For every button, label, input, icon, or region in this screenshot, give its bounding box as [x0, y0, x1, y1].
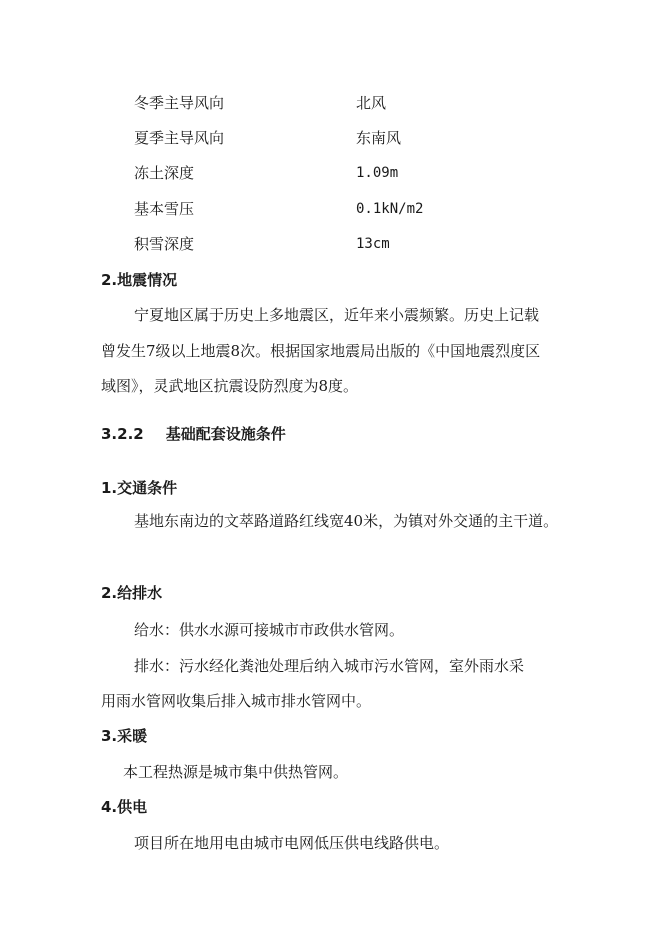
- water-heading: 2.给排水: [101, 584, 163, 602]
- water-drain-line: 排水：污水经化粪池处理后纳入城市污水管网，室外雨水采: [134, 657, 525, 675]
- water-drain-line: 用雨水管网收集后排入城市排水管网中。: [101, 692, 372, 710]
- climate-value: 1.09m: [356, 165, 399, 181]
- water-supply-line: 给水：供水水源可接城市市政供水管网。: [134, 621, 405, 639]
- climate-label: 冻土深度: [134, 164, 195, 182]
- climate-label: 积雪深度: [134, 235, 195, 253]
- seismic-paragraph-line: 宁夏地区属于历史上多地震区，近年来小震频繁。历史上记载: [134, 306, 540, 324]
- seismic-heading: 2.地震情况: [101, 271, 178, 289]
- power-paragraph: 项目所在地用电由城市电网低压供电线路供电。: [134, 834, 450, 852]
- traffic-heading: 1.交通条件: [101, 479, 178, 497]
- traffic-paragraph: 基地东南边的文萃路道路红线宽40米，为镇对外交通的主干道。: [134, 512, 559, 530]
- climate-value: 北风: [356, 94, 387, 112]
- heating-paragraph: 本工程热源是城市集中供热管网。: [123, 763, 349, 781]
- climate-value: 13cm: [356, 236, 390, 252]
- seismic-paragraph-line: 域图》，灵武地区抗震设防烈度为8度。: [101, 377, 359, 395]
- climate-label: 冬季主导风向: [134, 94, 225, 112]
- power-heading: 4.供电: [101, 798, 148, 816]
- heating-heading: 3.采暖: [101, 727, 148, 745]
- section-heading: [101, 424, 286, 444]
- seismic-paragraph-line: 曾发生7级以上地震8次。根据国家地震局出版的《中国地震烈度区: [101, 342, 541, 360]
- climate-value: 0.1kN/m2: [356, 201, 424, 217]
- climate-value: 东南风: [356, 129, 402, 147]
- section-title: 基础配套设施条件: [165, 425, 286, 443]
- section-number: 3.2.2: [101, 425, 144, 443]
- climate-label: 夏季主导风向: [134, 129, 225, 147]
- climate-label: 基本雪压: [134, 200, 195, 218]
